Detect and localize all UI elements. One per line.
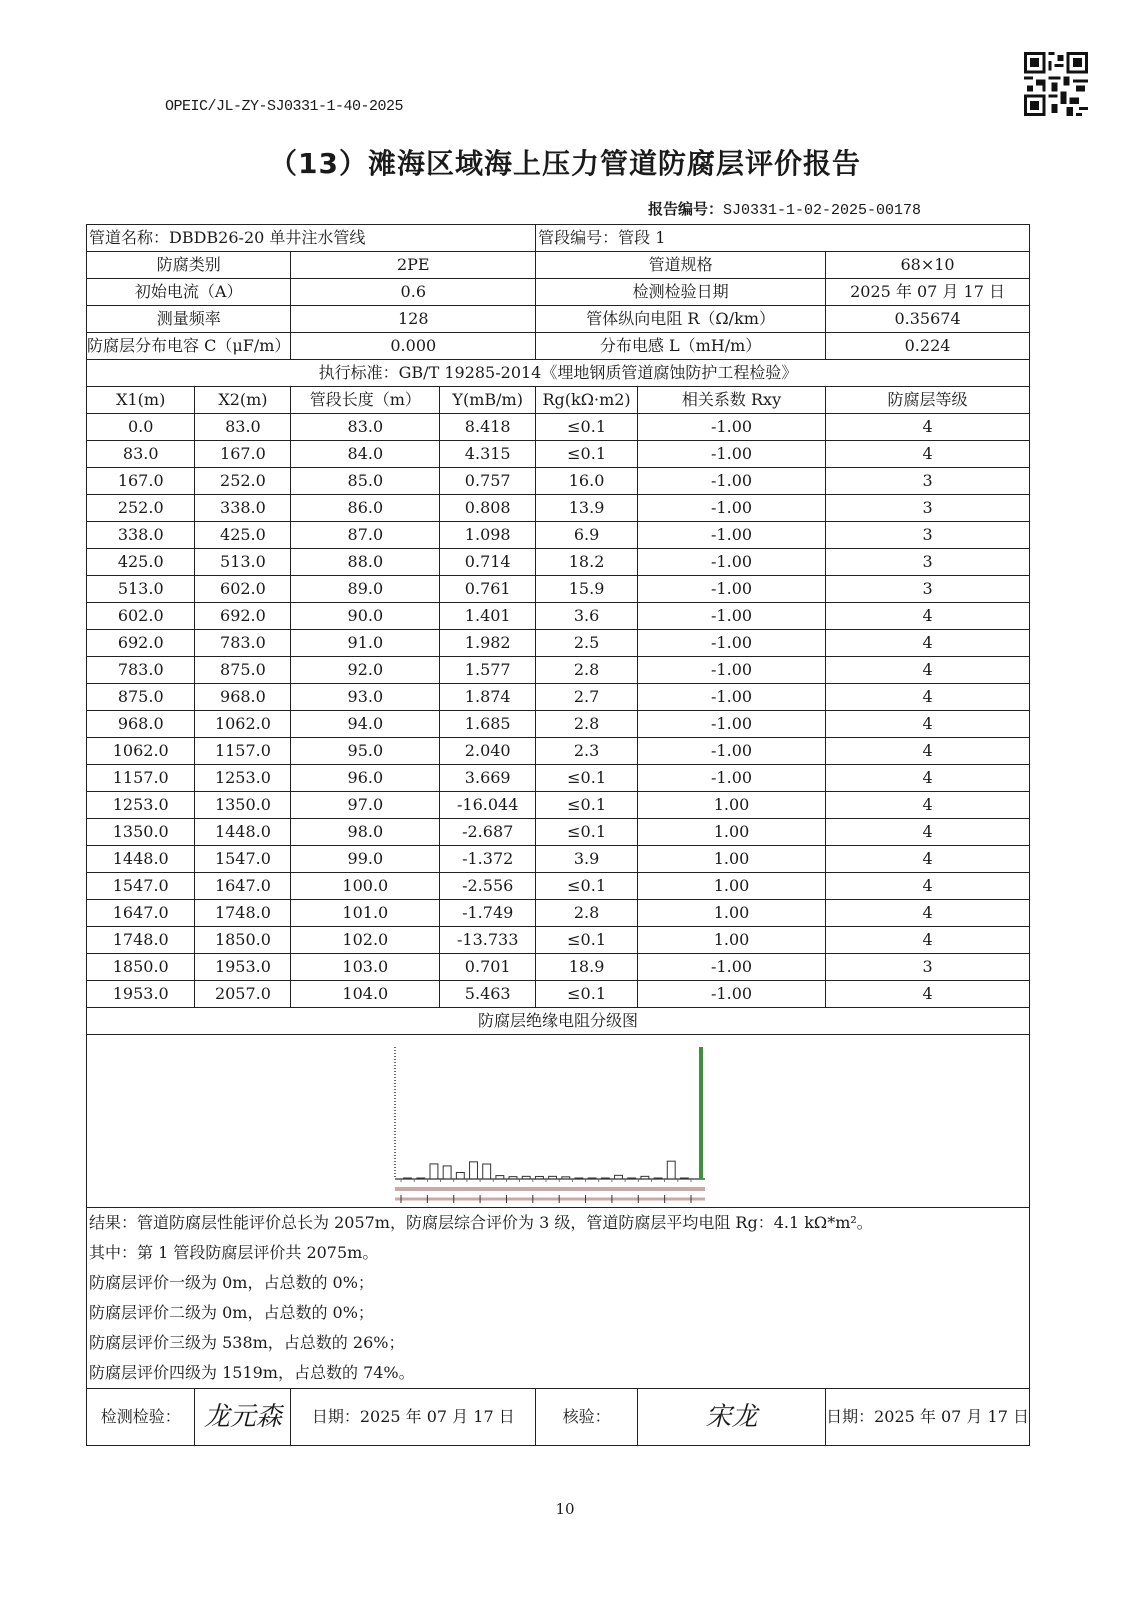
table-cell: 602.0 xyxy=(195,576,291,603)
table-row xyxy=(87,711,1030,738)
table-cell: 1.00 xyxy=(637,873,825,900)
table-cell: ≤0.1 xyxy=(536,792,638,819)
table-cell: -1.00 xyxy=(637,738,825,765)
column-header: Y(mB/m) xyxy=(440,387,536,414)
chart-bar xyxy=(443,1166,451,1179)
table-cell: 0.761 xyxy=(440,576,536,603)
table-cell: 99.0 xyxy=(291,846,440,873)
info-row xyxy=(87,252,1030,279)
table-cell: 1.00 xyxy=(637,846,825,873)
table-cell: -1.00 xyxy=(637,576,825,603)
table-cell: 4 xyxy=(826,819,1030,846)
page-title: （13）滩海区域海上压力管道防腐层评价报告 xyxy=(269,147,861,180)
table-cell: 1953.0 xyxy=(195,954,291,981)
table-cell: 0.701 xyxy=(440,954,536,981)
report-number xyxy=(648,198,921,219)
table-cell: -1.00 xyxy=(637,981,825,1008)
table-cell: 2.5 xyxy=(536,630,638,657)
info-key: 防腐类别 xyxy=(87,252,291,279)
table-cell: 88.0 xyxy=(291,549,440,576)
table-cell: 1.685 xyxy=(440,711,536,738)
table-row xyxy=(87,630,1030,657)
info-key: 管道规格 xyxy=(536,252,826,279)
table-row xyxy=(87,549,1030,576)
table-cell: 4 xyxy=(826,441,1030,468)
table-cell: 1157.0 xyxy=(87,765,195,792)
table-row xyxy=(87,495,1030,522)
table-cell: 102.0 xyxy=(291,927,440,954)
standard: 执行标准：GB/T 19285-2014《埋地钢质管道腐蚀防护工程检验》 xyxy=(87,360,1030,387)
chart-bar xyxy=(535,1176,543,1179)
summary-line: 其中：第 1 管段防腐层评价共 2075m。 xyxy=(89,1243,379,1262)
chart-bar xyxy=(509,1177,517,1179)
table-cell: 1.401 xyxy=(440,603,536,630)
table-cell: 91.0 xyxy=(291,630,440,657)
table-cell: 8.418 xyxy=(440,414,536,441)
table-cell: 1062.0 xyxy=(195,711,291,738)
table-cell: 1448.0 xyxy=(87,846,195,873)
table-cell: 513.0 xyxy=(87,576,195,603)
chart-bar xyxy=(628,1178,636,1179)
column-header: X1(m) xyxy=(87,387,195,414)
table-cell: 16.0 xyxy=(536,468,638,495)
table-cell: 3.9 xyxy=(536,846,638,873)
table-cell: 2057.0 xyxy=(195,981,291,1008)
table-row xyxy=(87,441,1030,468)
table-cell: 4 xyxy=(826,765,1030,792)
table-cell: ≤0.1 xyxy=(536,441,638,468)
summary-line: 防腐层评价一级为 0m，占总数的 0%； xyxy=(89,1273,374,1292)
table-cell: -1.749 xyxy=(440,900,536,927)
table-header-row xyxy=(87,387,1030,414)
table-cell: ≤0.1 xyxy=(536,873,638,900)
info-row xyxy=(87,279,1030,306)
table-cell: 167.0 xyxy=(195,441,291,468)
table-cell: 1253.0 xyxy=(195,765,291,792)
info-value: 0.000 xyxy=(291,333,536,360)
table-cell: 692.0 xyxy=(195,603,291,630)
table-cell: 92.0 xyxy=(291,657,440,684)
table-cell: 1647.0 xyxy=(87,900,195,927)
table-cell: 1.577 xyxy=(440,657,536,684)
table-cell: 96.0 xyxy=(291,765,440,792)
table-cell: -1.00 xyxy=(637,468,825,495)
info-value: 128 xyxy=(291,306,536,333)
table-cell: -1.372 xyxy=(440,846,536,873)
table-cell: 338.0 xyxy=(87,522,195,549)
table-cell: 4.315 xyxy=(440,441,536,468)
table-cell: 4 xyxy=(826,927,1030,954)
table-cell: 4 xyxy=(826,684,1030,711)
table-cell: 1.098 xyxy=(440,522,536,549)
chart-bar xyxy=(641,1176,649,1179)
table-cell: 2.7 xyxy=(536,684,638,711)
info-key: 检测检验日期 xyxy=(536,279,826,306)
table-cell: 2.8 xyxy=(536,900,638,927)
chart-bar xyxy=(430,1164,438,1179)
table-cell: 968.0 xyxy=(195,684,291,711)
table-cell: 4 xyxy=(826,711,1030,738)
column-header: 防腐层等级 xyxy=(826,387,1030,414)
chart-bar xyxy=(667,1161,675,1179)
info-value: 2PE xyxy=(291,252,536,279)
table-cell: -1.00 xyxy=(637,954,825,981)
table-cell: -1.00 xyxy=(637,765,825,792)
table-cell: ≤0.1 xyxy=(536,927,638,954)
table-cell: 4 xyxy=(826,657,1030,684)
table-cell: 93.0 xyxy=(291,684,440,711)
chart-bar xyxy=(549,1176,557,1179)
table-cell: 89.0 xyxy=(291,576,440,603)
table-cell: 4 xyxy=(826,738,1030,765)
inspector-label: 检测检验： xyxy=(87,1389,195,1446)
qr-code-icon xyxy=(1024,52,1088,116)
chart-bar xyxy=(601,1178,609,1179)
table-cell: -1.00 xyxy=(637,549,825,576)
summary-line: 结果：管道防腐层性能评价总长为 2057m，防腐层综合评价为 3 级，管道防腐层平均电阻 Rg：4.1 kΩ*m²。 xyxy=(89,1213,873,1232)
table-cell: 1350.0 xyxy=(87,819,195,846)
table-cell: 1748.0 xyxy=(195,900,291,927)
chart-bar xyxy=(456,1172,464,1179)
table-cell: 84.0 xyxy=(291,441,440,468)
table-cell: -1.00 xyxy=(637,522,825,549)
info-value: 0.6 xyxy=(291,279,536,306)
table-cell: 94.0 xyxy=(291,711,440,738)
table-row xyxy=(87,900,1030,927)
table-row xyxy=(87,819,1030,846)
table-cell: 3 xyxy=(826,576,1030,603)
table-cell: 4 xyxy=(826,792,1030,819)
table-row xyxy=(87,576,1030,603)
info-key: 防腐层分布电容 C（μF/m） xyxy=(87,333,291,360)
summary-line: 防腐层评价四级为 1519m，占总数的 74%。 xyxy=(89,1363,415,1382)
report-number-label: 报告编号： xyxy=(648,200,724,218)
info-key: 测量频率 xyxy=(87,306,291,333)
chart-marker-bar xyxy=(699,1047,703,1179)
chart-bar xyxy=(654,1178,662,1179)
info-key: 初始电流（A） xyxy=(87,279,291,306)
table-cell: ≤0.1 xyxy=(536,765,638,792)
table-row xyxy=(87,414,1030,441)
table-cell: 18.9 xyxy=(536,954,638,981)
summary-line: 防腐层评价三级为 538m，占总数的 26%； xyxy=(89,1333,405,1352)
table-row xyxy=(87,927,1030,954)
table-cell: -2.556 xyxy=(440,873,536,900)
table-cell: 338.0 xyxy=(195,495,291,522)
summary-line: 防腐层评价二级为 0m，占总数的 0%； xyxy=(89,1303,374,1322)
table-cell: 85.0 xyxy=(291,468,440,495)
table-cell: 1547.0 xyxy=(195,846,291,873)
table-cell: 3.6 xyxy=(536,603,638,630)
table-cell: 1350.0 xyxy=(195,792,291,819)
table-cell: 2.8 xyxy=(536,711,638,738)
table-cell: 602.0 xyxy=(87,603,195,630)
table-cell: 1062.0 xyxy=(87,738,195,765)
table-cell: 1748.0 xyxy=(87,927,195,954)
table-cell: 692.0 xyxy=(87,630,195,657)
table-cell: 83.0 xyxy=(195,414,291,441)
chart-bar xyxy=(575,1178,583,1179)
chart-bar xyxy=(588,1178,596,1179)
column-header: 管段长度（m） xyxy=(291,387,440,414)
table-row xyxy=(87,765,1030,792)
table-cell: 252.0 xyxy=(195,468,291,495)
table-cell: 1448.0 xyxy=(195,819,291,846)
table-row xyxy=(87,522,1030,549)
chart-bar xyxy=(562,1177,570,1179)
table-cell: 95.0 xyxy=(291,738,440,765)
table-cell: 13.9 xyxy=(536,495,638,522)
table-row xyxy=(87,684,1030,711)
table-cell: 90.0 xyxy=(291,603,440,630)
table-cell: 1647.0 xyxy=(195,873,291,900)
table-cell: 97.0 xyxy=(291,792,440,819)
table-cell: 104.0 xyxy=(291,981,440,1008)
table-cell: 4 xyxy=(826,873,1030,900)
chart-bar xyxy=(404,1178,412,1179)
table-cell: 4 xyxy=(826,981,1030,1008)
chart-title: 防腐层绝缘电阻分级图 xyxy=(87,1008,1030,1035)
table-cell: -16.044 xyxy=(440,792,536,819)
table-cell: 2.040 xyxy=(440,738,536,765)
table-cell: 167.0 xyxy=(87,468,195,495)
chart-bar xyxy=(417,1178,425,1179)
insulation-resistance-chart xyxy=(387,1041,717,1203)
table-cell: 875.0 xyxy=(195,657,291,684)
table-cell: 1.982 xyxy=(440,630,536,657)
table-cell: -1.00 xyxy=(637,657,825,684)
table-cell: 3 xyxy=(826,954,1030,981)
info-row xyxy=(87,306,1030,333)
table-cell: 783.0 xyxy=(87,657,195,684)
table-cell: 4 xyxy=(826,414,1030,441)
table-cell: -1.00 xyxy=(637,711,825,738)
table-cell: 0.757 xyxy=(440,468,536,495)
table-cell: 101.0 xyxy=(291,900,440,927)
table-cell: 425.0 xyxy=(87,549,195,576)
table-cell: 3 xyxy=(826,522,1030,549)
table-row xyxy=(87,954,1030,981)
table-cell: 98.0 xyxy=(291,819,440,846)
table-cell: 2.3 xyxy=(536,738,638,765)
table-cell: 1953.0 xyxy=(87,981,195,1008)
table-cell: 783.0 xyxy=(195,630,291,657)
table-row xyxy=(87,846,1030,873)
table-cell: 425.0 xyxy=(195,522,291,549)
table-cell: 1850.0 xyxy=(195,927,291,954)
segment-number: 管段编号：管段 1 xyxy=(536,225,1030,252)
table-cell: 4 xyxy=(826,603,1030,630)
table-cell: 5.463 xyxy=(440,981,536,1008)
table-cell: 3 xyxy=(826,549,1030,576)
table-cell: 1547.0 xyxy=(87,873,195,900)
column-header: Rg(kΩ·m2) xyxy=(536,387,638,414)
table-cell: ≤0.1 xyxy=(536,819,638,846)
table-cell: 1.00 xyxy=(637,819,825,846)
pipe-name: 管道名称：DBDB26-20 单井注水管线 xyxy=(87,225,536,252)
chart-cell xyxy=(87,1035,1030,1208)
table-cell: 100.0 xyxy=(291,873,440,900)
table-row xyxy=(87,792,1030,819)
reviewer-label: 核验： xyxy=(536,1389,638,1446)
table-cell: 103.0 xyxy=(291,954,440,981)
table-row xyxy=(87,657,1030,684)
table-row xyxy=(87,738,1030,765)
table-row xyxy=(87,981,1030,1008)
inspection-date: 日期：2025 年 07 月 17 日 xyxy=(291,1389,536,1446)
document-id: OPEIC/JL-ZY-SJ0331-1-40-2025 xyxy=(165,98,404,115)
table-cell: -13.733 xyxy=(440,927,536,954)
table-cell: 86.0 xyxy=(291,495,440,522)
table-row xyxy=(87,468,1030,495)
table-cell: ≤0.1 xyxy=(536,981,638,1008)
table-row xyxy=(87,603,1030,630)
table-row xyxy=(87,873,1030,900)
table-cell: -1.00 xyxy=(637,414,825,441)
table-cell: 0.808 xyxy=(440,495,536,522)
column-header: 相关系数 Rxy xyxy=(637,387,825,414)
table-cell: 252.0 xyxy=(87,495,195,522)
table-cell: 3.669 xyxy=(440,765,536,792)
table-cell: 0.0 xyxy=(87,414,195,441)
column-header: X2(m) xyxy=(195,387,291,414)
table-cell: -1.00 xyxy=(637,441,825,468)
info-row xyxy=(87,333,1030,360)
table-cell: 1850.0 xyxy=(87,954,195,981)
reviewer-signature: 宋龙 xyxy=(637,1389,825,1446)
table-cell: -1.00 xyxy=(637,603,825,630)
table-cell: 968.0 xyxy=(87,711,195,738)
chart-bar xyxy=(483,1164,491,1179)
table-cell: 3 xyxy=(826,495,1030,522)
table-cell: 1.00 xyxy=(637,927,825,954)
table-cell: 1157.0 xyxy=(195,738,291,765)
table-cell: 0.714 xyxy=(440,549,536,576)
table-cell: 15.9 xyxy=(536,576,638,603)
table-cell: 18.2 xyxy=(536,549,638,576)
table-cell: 1253.0 xyxy=(87,792,195,819)
table-cell: 1.00 xyxy=(637,900,825,927)
table-cell: 4 xyxy=(826,900,1030,927)
table-cell: -1.00 xyxy=(637,495,825,522)
table-cell: -2.687 xyxy=(440,819,536,846)
table-cell: 875.0 xyxy=(87,684,195,711)
table-cell: 87.0 xyxy=(291,522,440,549)
table-cell: 1.00 xyxy=(637,792,825,819)
report-number-value: SJ0331-1-02-2025-00178 xyxy=(723,202,922,219)
report-table xyxy=(86,224,1030,1446)
info-value: 0.224 xyxy=(826,333,1030,360)
info-value: 68×10 xyxy=(826,252,1030,279)
info-key: 分布电感 L（mH/m） xyxy=(536,333,826,360)
summary xyxy=(87,1208,1030,1389)
review-date: 日期：2025 年 07 月 17 日 xyxy=(826,1389,1030,1446)
table-cell: 2.8 xyxy=(536,657,638,684)
table-cell: 3 xyxy=(826,468,1030,495)
table-cell: 4 xyxy=(826,846,1030,873)
table-cell: 83.0 xyxy=(291,414,440,441)
table-cell: -1.00 xyxy=(637,630,825,657)
info-key: 管体纵向电阻 R（Ω/km） xyxy=(536,306,826,333)
table-cell: 1.874 xyxy=(440,684,536,711)
inspector-signature: 龙元森 xyxy=(195,1389,291,1446)
table-cell: ≤0.1 xyxy=(536,414,638,441)
table-cell: -1.00 xyxy=(637,684,825,711)
table-cell: 83.0 xyxy=(87,441,195,468)
chart-bar xyxy=(522,1176,530,1179)
chart-bar xyxy=(470,1162,478,1179)
info-value: 2025 年 07 月 17 日 xyxy=(826,279,1030,306)
page-number: 10 xyxy=(555,1500,575,1518)
table-cell: 4 xyxy=(826,630,1030,657)
info-value: 0.35674 xyxy=(826,306,1030,333)
chart-bar xyxy=(680,1178,688,1179)
table-cell: 6.9 xyxy=(536,522,638,549)
table-cell: 513.0 xyxy=(195,549,291,576)
